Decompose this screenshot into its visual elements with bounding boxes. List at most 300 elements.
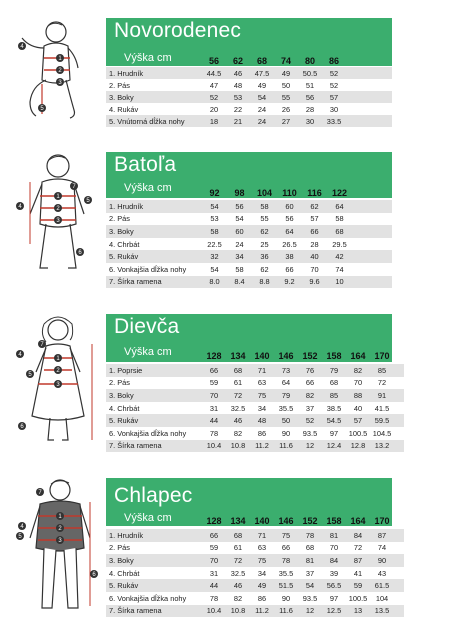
value-cell: 9.2: [284, 277, 295, 287]
value-cell: 63: [257, 378, 267, 388]
row-label: 7. Šírka ramena: [109, 606, 162, 616]
row-label: 4. Chrbát: [109, 403, 140, 413]
table-row: [106, 213, 392, 226]
height-cell: 170: [374, 516, 390, 526]
value-cell: 10.4: [206, 606, 222, 616]
value-cell: 86: [257, 428, 267, 438]
value-cell: 85: [329, 390, 339, 400]
height-cell: 170: [374, 351, 390, 361]
svg-text:5: 5: [28, 372, 32, 378]
value-cell: 61: [233, 378, 243, 388]
value-cell: 8.0: [209, 277, 220, 287]
value-cell: 70: [353, 378, 363, 388]
value-cell: 87: [353, 555, 363, 565]
row-label: 7. Šírka ramena: [109, 277, 162, 287]
value-cell: 57: [329, 92, 339, 102]
value-cell: 13.2: [374, 441, 390, 451]
table-row: [106, 115, 392, 127]
height-cell: 74: [280, 56, 291, 66]
value-cell: 66: [281, 543, 291, 553]
height-cell: 134: [230, 351, 246, 361]
value-cell: 97: [329, 593, 339, 603]
value-cell: 54: [210, 201, 219, 211]
girl-height-header: [202, 351, 394, 361]
height-cell: 140: [254, 351, 270, 361]
value-cell: 50: [281, 80, 291, 90]
value-cell: 28: [310, 239, 319, 249]
value-cell: 90: [377, 555, 387, 565]
newborn-size-table: [106, 67, 392, 127]
table-row: [106, 263, 392, 276]
value-cell: 47: [209, 80, 219, 90]
value-cell: 30: [329, 104, 339, 114]
value-cell: 9.6: [309, 277, 320, 287]
value-cell: 64: [335, 201, 344, 211]
value-cell: 75: [257, 390, 267, 400]
value-cell: 85: [377, 365, 387, 375]
value-cell: 62: [260, 264, 269, 274]
value-cell: 40: [353, 403, 363, 413]
height-cell: 56: [208, 56, 219, 66]
newborn-figure-illustration: [14, 18, 80, 130]
value-cell: 12: [305, 606, 315, 616]
boy-height-header: [202, 516, 394, 526]
value-cell: 24: [235, 239, 244, 249]
value-cell: 34: [235, 252, 244, 262]
row-label: 2. Pás: [109, 80, 130, 90]
value-cell: 78: [281, 555, 291, 565]
value-cell: 78: [209, 428, 219, 438]
value-cell: 55: [260, 214, 269, 224]
value-cell: 104: [375, 593, 389, 603]
value-cell: 56: [235, 201, 244, 211]
value-cell: 70: [310, 264, 319, 274]
value-cell: 66: [305, 378, 315, 388]
table-row: [106, 579, 404, 592]
value-cell: 44.5: [206, 68, 222, 78]
value-cell: 87: [377, 530, 387, 540]
section-boy: [0, 478, 474, 620]
svg-text:4: 4: [20, 44, 24, 50]
value-cell: 75: [281, 530, 291, 540]
svg-text:5: 5: [86, 198, 90, 204]
svg-text:6: 6: [78, 250, 82, 256]
value-cell: 33.5: [326, 116, 342, 126]
value-cell: 31: [209, 568, 219, 578]
table-row: [106, 567, 404, 580]
value-cell: 32: [210, 252, 219, 262]
height-cell: 128: [206, 351, 222, 361]
row-label: 5. Vnútorná dĺžka nohy: [109, 116, 185, 126]
value-cell: 61: [233, 543, 243, 553]
value-cell: 59.5: [374, 416, 390, 426]
svg-text:1: 1: [58, 514, 62, 520]
value-cell: 79: [329, 365, 339, 375]
svg-text:2: 2: [56, 206, 60, 212]
newborn-title: Novorodenec: [114, 19, 242, 42]
girl-size-table: [106, 364, 404, 452]
toddler-title: Batoľa: [114, 153, 177, 176]
value-cell: 54: [305, 581, 315, 591]
value-cell: 104.5: [372, 428, 392, 438]
value-cell: 84: [353, 530, 363, 540]
value-cell: 22.5: [207, 239, 222, 249]
value-cell: 50: [281, 416, 291, 426]
table-row: [106, 250, 392, 263]
value-cell: 90: [281, 593, 291, 603]
value-cell: 38.5: [326, 403, 342, 413]
newborn-height-label: Výška cm: [124, 52, 172, 64]
value-cell: 59: [209, 378, 219, 388]
value-cell: 10: [335, 277, 344, 287]
height-cell: 146: [278, 516, 294, 526]
height-cell: 98: [234, 188, 245, 198]
value-cell: 42: [335, 252, 344, 262]
value-cell: 29.5: [332, 239, 347, 249]
height-cell: 152: [302, 351, 318, 361]
table-row: [106, 103, 392, 115]
row-label: 5. Rukáv: [109, 581, 139, 591]
table-row: [106, 414, 404, 427]
value-cell: 72: [377, 378, 387, 388]
table-row: [106, 377, 404, 390]
svg-text:1: 1: [56, 194, 60, 200]
value-cell: 78: [209, 593, 219, 603]
value-cell: 27: [281, 116, 291, 126]
value-cell: 54.5: [326, 416, 342, 426]
value-cell: 26: [281, 104, 291, 114]
height-cell: 110: [282, 188, 297, 198]
value-cell: 90: [281, 428, 291, 438]
value-cell: 24: [257, 104, 267, 114]
value-cell: 38: [285, 252, 294, 262]
row-label: 7. Šírka ramena: [109, 441, 162, 451]
row-label: 5. Rukáv: [109, 252, 139, 262]
value-cell: 52: [305, 416, 315, 426]
toddler-size-table: [106, 200, 392, 288]
value-cell: 28: [305, 104, 315, 114]
table-row: [106, 440, 404, 453]
table-row: [106, 200, 392, 213]
value-cell: 8.8: [259, 277, 270, 287]
value-cell: 76: [305, 365, 315, 375]
value-cell: 26.5: [282, 239, 297, 249]
svg-text:3: 3: [56, 218, 60, 224]
svg-text:7: 7: [38, 490, 42, 496]
toddler-figure-illustration: [14, 152, 94, 286]
row-label: 4. Rukáv: [109, 104, 139, 114]
girl-height-label: Výška cm: [124, 346, 172, 358]
value-cell: 43: [377, 568, 387, 578]
value-cell: 74: [335, 264, 344, 274]
height-cell: 80: [304, 56, 315, 66]
value-cell: 11.2: [255, 441, 269, 451]
value-cell: 18: [209, 116, 219, 126]
height-cell: 122: [331, 188, 348, 198]
table-row: [106, 402, 404, 415]
boy-size-table: [106, 529, 404, 617]
value-cell: 22: [233, 104, 243, 114]
value-cell: 59: [209, 543, 219, 553]
value-cell: 78: [305, 530, 315, 540]
value-cell: 56: [285, 214, 294, 224]
value-cell: 21: [233, 116, 243, 126]
value-cell: 36: [260, 252, 269, 262]
row-label: 3. Boky: [109, 226, 134, 236]
value-cell: 74: [377, 543, 387, 553]
toddler-height-header: [202, 188, 352, 198]
value-cell: 35.5: [278, 403, 294, 413]
section-newborn: [0, 18, 474, 136]
value-cell: 35.5: [278, 568, 294, 578]
value-cell: 68: [233, 365, 243, 375]
value-cell: 58: [260, 201, 269, 211]
value-cell: 13: [353, 606, 363, 616]
section-girl: [0, 314, 474, 454]
value-cell: 10.8: [230, 606, 246, 616]
value-cell: 55: [281, 92, 291, 102]
svg-text:3: 3: [58, 80, 62, 86]
value-cell: 51.5: [278, 581, 294, 591]
value-cell: 58: [210, 226, 219, 236]
height-cell: 134: [230, 516, 246, 526]
value-cell: 32.5: [230, 403, 246, 413]
table-row: [106, 389, 404, 402]
value-cell: 100.5: [348, 593, 368, 603]
value-cell: 41.5: [374, 403, 390, 413]
value-cell: 93.5: [302, 593, 318, 603]
toddler-height-label: Výška cm: [124, 182, 172, 194]
svg-text:5: 5: [18, 534, 22, 540]
girl-title: Dievča: [114, 315, 180, 338]
value-cell: 53: [233, 92, 243, 102]
svg-text:3: 3: [56, 382, 60, 388]
svg-text:7: 7: [40, 342, 44, 348]
value-cell: 64: [281, 378, 291, 388]
value-cell: 44: [209, 581, 219, 591]
height-cell: 164: [350, 351, 366, 361]
value-cell: 82: [305, 390, 315, 400]
value-cell: 50.5: [302, 68, 318, 78]
value-cell: 56: [305, 92, 315, 102]
value-cell: 47.5: [254, 68, 270, 78]
value-cell: 62: [310, 201, 319, 211]
row-label: 4. Chrbát: [109, 568, 140, 578]
svg-text:2: 2: [58, 526, 62, 532]
newborn-height-header: [202, 56, 346, 66]
value-cell: 72: [233, 555, 243, 565]
value-cell: 44: [209, 416, 219, 426]
value-cell: 11.6: [279, 606, 293, 616]
value-cell: 66: [310, 226, 319, 236]
value-cell: 56.5: [326, 581, 342, 591]
row-label: 6. Vonkajšia dĺžka nohy: [109, 264, 187, 274]
boy-figure-illustration: [14, 478, 100, 618]
svg-text:5: 5: [40, 106, 44, 112]
row-label: 6. Vonkajšia dĺžka nohy: [109, 593, 187, 603]
value-cell: 81: [305, 555, 315, 565]
table-row: [106, 427, 404, 440]
value-cell: 60: [285, 201, 294, 211]
value-cell: 8.4: [234, 277, 245, 287]
row-label: 3. Boky: [109, 555, 134, 565]
value-cell: 84: [329, 555, 339, 565]
value-cell: 61.5: [374, 581, 390, 591]
value-cell: 72: [353, 543, 363, 553]
value-cell: 70: [209, 390, 219, 400]
girl-figure-illustration: [14, 314, 98, 450]
table-row: [106, 554, 404, 567]
svg-text:1: 1: [56, 356, 60, 362]
value-cell: 12.5: [326, 606, 342, 616]
svg-text:6: 6: [92, 572, 96, 578]
value-cell: 54: [210, 264, 219, 274]
value-cell: 34: [257, 568, 267, 578]
svg-text:1: 1: [58, 56, 62, 62]
height-cell: 62: [232, 56, 243, 66]
section-toddler: [0, 152, 474, 290]
height-cell: 158: [326, 351, 342, 361]
value-cell: 53: [210, 214, 219, 224]
value-cell: 100.5: [348, 428, 368, 438]
value-cell: 13.5: [374, 606, 390, 616]
table-row: [106, 225, 392, 238]
height-cell: 92: [209, 188, 220, 198]
value-cell: 66: [209, 530, 219, 540]
table-row: [106, 529, 404, 542]
value-cell: 54: [235, 214, 244, 224]
value-cell: 58: [235, 264, 244, 274]
value-cell: 57: [310, 214, 319, 224]
value-cell: 49: [257, 80, 267, 90]
value-cell: 25: [260, 239, 269, 249]
value-cell: 70: [209, 555, 219, 565]
value-cell: 62: [260, 226, 269, 236]
value-cell: 39: [329, 568, 339, 578]
value-cell: 49: [257, 581, 267, 591]
boy-title: Chlapec: [114, 484, 193, 507]
value-cell: 31: [209, 403, 219, 413]
value-cell: 63: [257, 543, 267, 553]
svg-text:4: 4: [18, 204, 22, 210]
value-cell: 70: [329, 543, 339, 553]
svg-text:6: 6: [20, 424, 24, 430]
value-cell: 30: [305, 116, 315, 126]
value-cell: 54: [257, 92, 267, 102]
value-cell: 37: [305, 403, 315, 413]
table-row: [106, 605, 404, 618]
value-cell: 48: [233, 80, 243, 90]
value-cell: 97: [329, 428, 339, 438]
value-cell: 52: [209, 92, 219, 102]
value-cell: 82: [233, 428, 243, 438]
value-cell: 66: [285, 264, 294, 274]
value-cell: 71: [257, 365, 267, 375]
value-cell: 68: [329, 378, 339, 388]
height-cell: 146: [278, 351, 294, 361]
height-cell: 68: [256, 56, 267, 66]
value-cell: 68: [335, 226, 344, 236]
row-label: 6. Vonkajšia dĺžka nohy: [109, 428, 187, 438]
value-cell: 86: [257, 593, 267, 603]
height-cell: 164: [350, 516, 366, 526]
value-cell: 68: [305, 543, 315, 553]
height-cell: 104: [256, 188, 273, 198]
value-cell: 52: [329, 80, 339, 90]
row-label: 1. Hrudník: [109, 201, 144, 211]
table-row: [106, 67, 392, 79]
row-label: 1. Hrudník: [109, 68, 144, 78]
value-cell: 57: [353, 416, 363, 426]
table-row: [106, 542, 404, 555]
value-cell: 11.2: [255, 606, 269, 616]
value-cell: 52: [329, 68, 339, 78]
value-cell: 41: [353, 568, 363, 578]
value-cell: 88: [353, 390, 363, 400]
value-cell: 91: [377, 390, 387, 400]
row-label: 2. Pás: [109, 214, 130, 224]
svg-text:2: 2: [58, 68, 62, 74]
value-cell: 12: [305, 441, 315, 451]
boy-height-label: Výška cm: [124, 512, 172, 524]
height-cell: 158: [326, 516, 342, 526]
svg-text:4: 4: [18, 352, 22, 358]
value-cell: 32.5: [230, 568, 246, 578]
value-cell: 46: [233, 416, 243, 426]
height-cell: 140: [254, 516, 270, 526]
value-cell: 82: [353, 365, 363, 375]
value-cell: 60: [235, 226, 244, 236]
value-cell: 24: [257, 116, 267, 126]
value-cell: 10.4: [206, 441, 222, 451]
value-cell: 75: [257, 555, 267, 565]
row-label: 1. Poprsie: [109, 365, 143, 375]
value-cell: 93.5: [302, 428, 318, 438]
row-label: 2. Pás: [109, 543, 130, 553]
height-cell: 152: [302, 516, 318, 526]
row-label: 3. Boky: [109, 92, 134, 102]
height-cell: 116: [307, 188, 322, 198]
table-row: [106, 79, 392, 91]
value-cell: 79: [281, 390, 291, 400]
row-label: 2. Pás: [109, 378, 130, 388]
value-cell: 48: [257, 416, 267, 426]
height-cell: 86: [328, 56, 339, 66]
value-cell: 82: [233, 593, 243, 603]
row-label: 4. Chrbát: [109, 239, 140, 249]
value-cell: 12.8: [350, 441, 366, 451]
value-cell: 10.8: [230, 441, 246, 451]
value-cell: 20: [209, 104, 219, 114]
value-cell: 46: [233, 581, 243, 591]
value-cell: 81: [329, 530, 339, 540]
svg-text:3: 3: [58, 538, 62, 544]
row-label: 3. Boky: [109, 390, 134, 400]
table-row: [106, 364, 404, 377]
svg-text:4: 4: [20, 524, 24, 530]
row-label: 1. Hrudník: [109, 530, 144, 540]
row-label: 5. Rukáv: [109, 416, 139, 426]
table-row: [106, 91, 392, 103]
value-cell: 40: [310, 252, 319, 262]
value-cell: 59: [353, 581, 363, 591]
table-row: [106, 276, 392, 289]
value-cell: 66: [209, 365, 219, 375]
value-cell: 34: [257, 403, 267, 413]
value-cell: 49: [281, 68, 291, 78]
value-cell: 58: [335, 214, 344, 224]
value-cell: 37: [305, 568, 315, 578]
